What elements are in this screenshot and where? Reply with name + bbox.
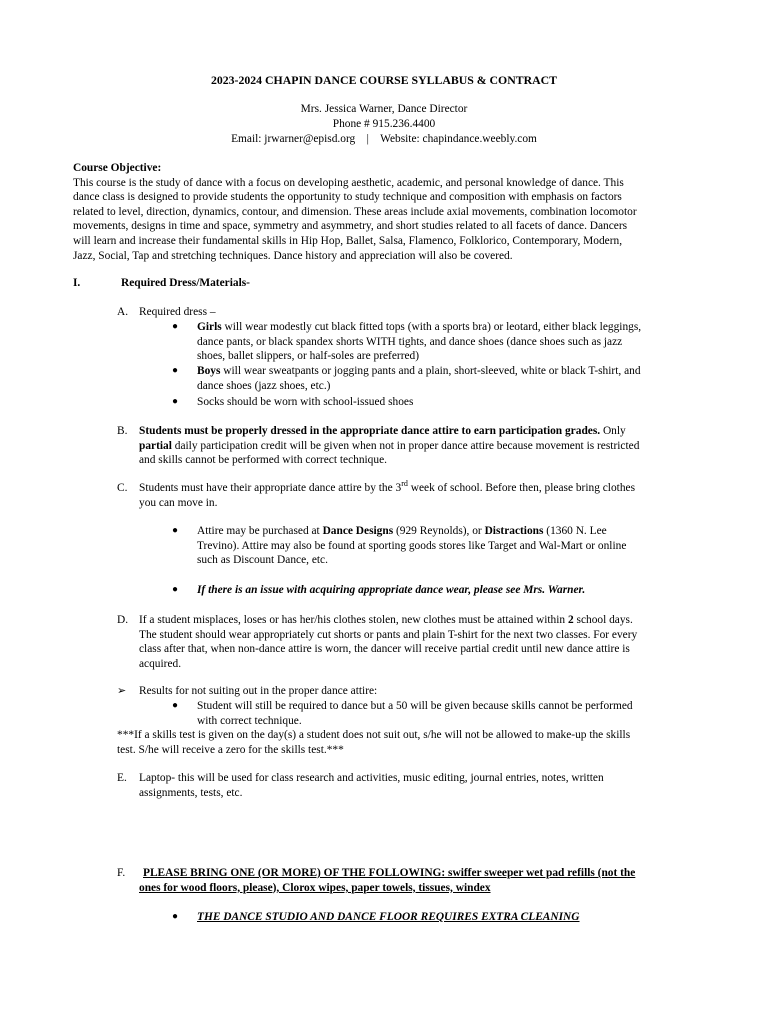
- store-distractions: Distractions: [484, 525, 544, 537]
- objective-line: will learn and increase their fundamental skills in Hip Hop, Ballet, Salsa, Flamenco, Folklorico, Contemporary, Modern,: [73, 234, 623, 247]
- section-numeral: I.: [73, 277, 81, 289]
- item-marker-c: C.: [117, 482, 128, 494]
- item-marker-d: D.: [117, 614, 129, 626]
- director-phone: Phone # 915.236.4400: [332, 118, 436, 130]
- girls-dress-rule: Girls will wear modestly cut black fitted tops (with a sports bra) or leotard, either black leggings, dance pants, or black spandex shorts WITH tights, and dance shoes (dance shoes such as jazz shoes, ballet slippers, or half-soles are preferred): [197, 321, 642, 363]
- item-marker-a: A.: [117, 306, 129, 318]
- item-marker-b: B.: [117, 425, 128, 437]
- course-objective: [73, 161, 693, 263]
- item-marker-e: E.: [117, 772, 127, 784]
- results-heading: Results for not suiting out in the proper dance attire:: [139, 685, 378, 697]
- lost-clothes-rule: If a student misplaces, loses or has her/his clothes stolen, new clothes must be attained within 2 school days. The student should wear appropriately cut shorts or pants and plain T-shirt for the next two classes. For every class after that, when non-dance attire is worn, the dancer will receive partial credit until new dance attire is acquired.: [139, 614, 638, 670]
- bullet-icon: ●: [172, 911, 179, 922]
- director-contact: Email: jrwarner@episd.org | Website: chapindance.weebly.com: [231, 133, 537, 145]
- dance-wear-issue-note: If there is an issue with acquiring appropriate dance wear, please see Mrs. Warner.: [197, 584, 586, 596]
- participation-rule: Students must be properly dressed in the appropriate dance attire to earn participation grades. Only partial daily participation credit will be given when not in proper dance attire because movement is restricted and skills cannot be performed with correct technique.: [139, 425, 640, 467]
- objective-heading: Course Objective:: [73, 162, 162, 174]
- director-name: Mrs. Jessica Warner, Dance Director: [300, 103, 468, 115]
- boys-label: Boys: [197, 365, 221, 377]
- girls-label: Girls: [197, 321, 222, 333]
- arrow-bullet-icon: ➢: [117, 685, 127, 697]
- item-marker-f: F.: [117, 867, 126, 879]
- boys-dress-rule: Boys will wear sweatpants or jogging pants and a plain, short-sleeved, white or black T-shirt, and dance shoes (jazz shoes, etc.): [197, 365, 641, 392]
- bullet-icon: ●: [172, 396, 179, 407]
- results-rule: Student will still be required to dance but a 50 will be given because skills cannot be performed with correct technique.: [197, 700, 633, 727]
- store-dance-designs: Dance Designs: [322, 525, 394, 537]
- section-heading: Required Dress/Materials-: [121, 277, 250, 289]
- objective-line: Jazz, Social, Tap and stretching techniques. Dance history and appreciation will also be covered.: [73, 249, 513, 262]
- bullet-icon: ●: [172, 525, 179, 536]
- bullet-icon: ●: [172, 321, 179, 332]
- cleaning-note: THE DANCE STUDIO AND DANCE FLOOR REQUIRES EXTRA CLEANING: [197, 911, 580, 923]
- objective-line: movements, designs in time and space, symmetry and asymmetry, and short studies related to all facets of dance. Dancers: [73, 220, 628, 233]
- objective-line: related to level, direction, dynamics, contour, and dimension. These areas include axial movements, combination locomotor: [73, 205, 637, 218]
- socks-rule: Socks should be worn with school-issued shoes: [197, 396, 414, 408]
- bullet-icon: ●: [172, 584, 179, 595]
- document-title: 2023-2024 CHAPIN DANCE COURSE SYLLABUS & CONTRACT: [210, 73, 558, 87]
- objective-line: dance class is designed to provide students the opportunity to study technique and composition with emphasis on factors: [73, 191, 622, 204]
- bullet-icon: ●: [172, 365, 179, 376]
- skills-test-note: ***If a skills test is given on the day(s) a student does not suit out, s/he will not be allowed to make-up the skills test. S/he will receive a zero for the skills test.***: [117, 729, 631, 756]
- bullet-icon: ●: [172, 700, 179, 711]
- laptop-requirement: Laptop- this will be used for class research and activities, music editing, journal entries, notes, written assignments, tests, etc.: [139, 772, 604, 799]
- attire-deadline-rule: Students must have their appropriate dance attire by the 3rd week of school. Before then, please bring clothes you can move in.: [139, 479, 635, 509]
- objective-line: This course is the study of dance with a focus on developing aesthetic, academic, and personal knowledge of dance. This: [73, 176, 624, 189]
- supplies-request: PLEASE BRING ONE (OR MORE) OF THE FOLLOWING: swiffer sweeper wet pad refills (not the ones for wood floors, please), Clorox wipes, paper towels, tissues, windex: [139, 867, 636, 894]
- attire-stores: Attire may be purchased at Dance Designs (929 Reynolds), or Distractions (1360 N. Lee Trevino). Attire may also be found at sporting goods stores like Target and Wal-Mart or online such as Discount Dance, etc.: [197, 525, 627, 567]
- required-dress-label: Required dress –: [139, 306, 216, 318]
